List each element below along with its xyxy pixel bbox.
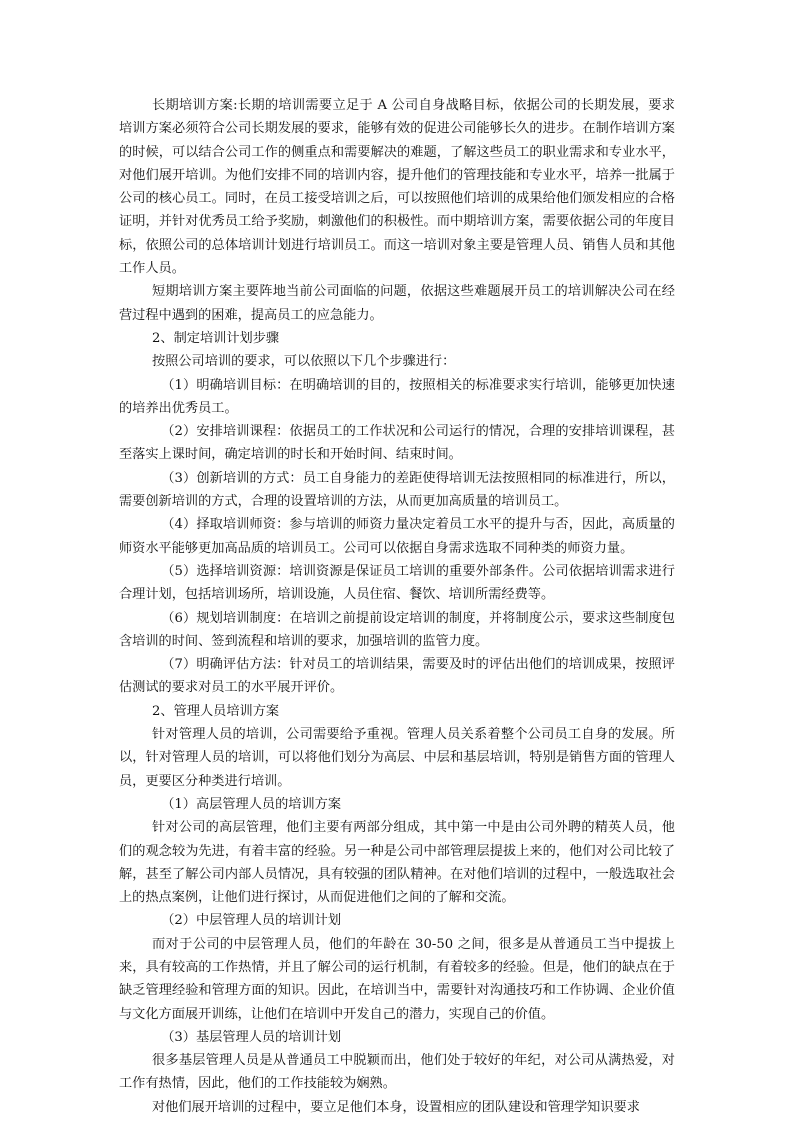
step-7: （7）明确评估方法：针对员工的培训结果，需要及时的评估出他们的培训成果，按照评估测试的要求对员工的水平展开评价。 <box>119 657 675 696</box>
step-2: （2）安排培训课程：依据员工的工作状况和公司运行的情况，合理的安排培训课程，甚至落实上课时间，确定培训的时长和开始时间、结束时间。 <box>119 424 675 463</box>
section-heading-management-training: 2、管理人员培训方案 <box>152 703 280 719</box>
paragraph-junior-training-approach: 对他们展开培训的过程中，要立足他们本身，设置相应的团队建设和管理学知识要求 <box>152 1099 640 1115</box>
paragraph-steps-intro: 按照公司培训的要求，可以依照以下几个步骤进行： <box>152 354 456 370</box>
paragraph-long-term-plan: 长期培训方案:长期的培训需要立足于 A 公司自身战略目标，依据公司的长期发展，要求培训方案必须符合公司长期发展的要求，能够有效的促进公司能够长久的进步。在制作培训方案的时候，可以结合公司工作的侧重点和需要解决的难题，了解这些员工的职业需求和专业水平，对他们展开培训。为他们安排不同的培训内容，提升他们的管理技能和专业水平，培养一批属于公司的核心员工。同时，在员工接受培训之后，可以按照他们培训的成果给他们颁发相应的合格证明，并针对优秀员工给予奖励，刺激他们的积极性。而中期培训方案，需要依据公司的年度目标，依照公司的总体培训计划进行培训员工。而这一培训对象主要是管理人员、销售人员和其他工作人员。 <box>119 98 675 277</box>
step-6: （6）规划培训制度：在培训之前提前设定培训的制度，并将制度公示，要求这些制度包含培训的时间、签到流程和培训的要求，加强培训的监管力度。 <box>119 610 675 649</box>
subheading-middle-management: （2）中层管理人员的培训计划 <box>161 913 342 929</box>
paragraph-middle-management: 而对于公司的中层管理人员，他们的年龄在 30-50 之间，很多是从普通员工当中提拔上来，具有较高的工作热情，并且了解公司的运行机制，有着较多的经验。但是，他们的缺点在于缺乏管理经验和管理方面的知识。因此，在培训当中，需要针对沟通技巧和工作协调、企业价值与文化方面展开训练，让他们在培训中开发自己的潜力，实现自己的价值。 <box>119 936 675 1022</box>
paragraph-short-term-plan: 短期培训方案主要阵地当前公司面临的问题，依据这些难题展开员工的培训解决公司在经营过程中遇到的困难，提高员工的应急能力。 <box>119 284 675 323</box>
step-5: （5）选择培训资源：培训资源是保证员工培训的重要外部条件。公司依据培训需求进行合理计划，包括培训场所，培训设施，人员住宿、餐饮、培训所需经费等。 <box>119 563 675 603</box>
step-4: （4）择取培训师资：参与培训的师资力量决定着员工水平的提升与否，因此，高质量的师资水平能够更加高品质的培训员工。公司可以依据自身需求选取不同种类的师资力量。 <box>119 517 675 556</box>
document-body <box>119 94 675 1119</box>
step-1: （1）明确培训目标：在明确培训的目的，按照相关的标准要求实行培训，能够更加快速的培养出优秀员工。 <box>119 377 675 416</box>
subheading-senior-management: （1）高层管理人员的培训方案 <box>161 796 342 812</box>
section-heading-plan-steps: 2、制定培训计划步骤 <box>152 330 280 346</box>
paragraph-senior-management: 针对公司的高层管理，他们主要有两部分组成，其中第一中是由公司外聘的精英人员，他们的观念较为先进，有着丰富的经验。另一种是公司中部管理层提拔上来的，他们对公司比较了解，甚至了解公司内部人员情况，具有较强的团队精神。在对他们培训的过程中，一般选取社会上的热点案例，让他们进行探讨，从而促进他们之间的了解和交流。 <box>119 820 675 906</box>
step-3: （3）创新培训的方式：员工自身能力的差距使得培训无法按照相同的标准进行，所以，需要创新培训的方式，合理的设置培训的方法，从而更加高质量的培训员工。 <box>119 470 675 510</box>
paragraph-management-intro: 针对管理人员的培训，公司需要给予重视。管理人员关系着整个公司员工自身的发展。所以，针对管理人员的培训，可以将他们划分为高层、中层和基层培训，特别是销售方面的管理人员，更要区分种类进行培训。 <box>119 727 675 789</box>
paragraph-junior-management: 很多基层管理人员是从普通员工中脱颖而出，他们处于较好的年纪，对公司从满热爱，对工作有热情，因此，他们的工作技能较为娴熟。 <box>119 1053 675 1092</box>
subheading-junior-management: （3）基层管理人员的培训计划 <box>161 1029 342 1045</box>
